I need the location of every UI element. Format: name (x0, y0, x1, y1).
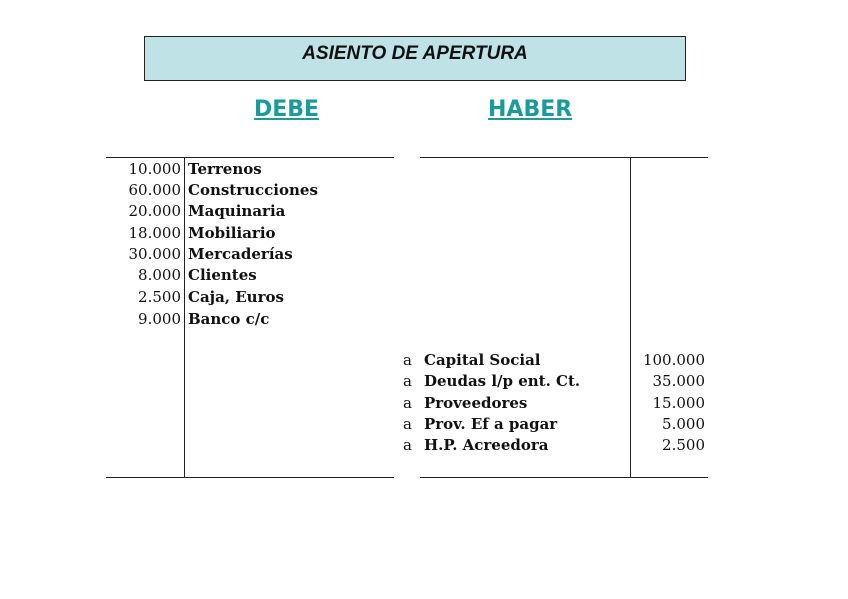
haber-prep: a (403, 394, 412, 412)
debe-account: Mobiliario (188, 224, 276, 242)
debe-row (0, 160, 400, 181)
haber-amount: 15.000 (652, 394, 705, 412)
haber-heading: HABER (488, 97, 573, 122)
haber-row (395, 436, 715, 457)
debe-heading: DEBE (254, 97, 320, 122)
debe-amount: 60.000 (128, 181, 181, 199)
haber-account: Prov. Ef a pagar (424, 415, 558, 433)
debe-account: Mercaderías (188, 245, 293, 263)
debe-amount: 2.500 (138, 288, 181, 306)
debe-account: Construcciones (188, 181, 318, 199)
haber-bottom-rule (420, 477, 708, 478)
debe-amount: 10.000 (128, 160, 181, 178)
haber-prep: a (403, 351, 412, 369)
debe-amount: 18.000 (128, 224, 181, 242)
haber-row (395, 372, 715, 393)
debe-top-rule (106, 157, 394, 158)
debe-account: Caja, Euros (188, 288, 284, 306)
debe-amount: 8.000 (138, 266, 181, 284)
haber-prep: a (403, 372, 412, 390)
haber-amount: 2.500 (662, 436, 705, 454)
haber-account: Deudas l/p ent. Ct. (424, 372, 581, 390)
debe-row (0, 202, 400, 223)
debe-bottom-rule (106, 477, 394, 478)
debe-account: Banco c/c (188, 310, 270, 328)
debe-row (0, 245, 400, 266)
debe-account: Maquinaria (188, 202, 286, 220)
haber-amount: 100.000 (642, 351, 705, 369)
page-title: ASIENTO DE APERTURA (302, 43, 528, 64)
haber-account: Capital Social (424, 351, 541, 369)
haber-amount: 5.000 (662, 415, 705, 433)
debe-row (0, 224, 400, 245)
debe-row (0, 310, 400, 331)
haber-prep: a (403, 436, 412, 454)
debe-row (0, 266, 400, 287)
debe-row (0, 181, 400, 202)
debe-amount: 20.000 (128, 202, 181, 220)
haber-row (395, 415, 715, 436)
debe-account: Clientes (188, 266, 257, 284)
haber-prep: a (403, 415, 412, 433)
debe-amount: 9.000 (138, 310, 181, 328)
debe-amount: 30.000 (128, 245, 181, 263)
title-box (144, 36, 686, 81)
haber-account: H.P. Acreedora (424, 436, 549, 454)
debe-row (0, 288, 400, 309)
debe-account: Terrenos (188, 160, 262, 178)
haber-account: Proveedores (424, 394, 528, 412)
haber-amount: 35.000 (652, 372, 705, 390)
haber-row (395, 394, 715, 415)
haber-row (395, 351, 715, 372)
haber-top-rule (420, 157, 708, 158)
